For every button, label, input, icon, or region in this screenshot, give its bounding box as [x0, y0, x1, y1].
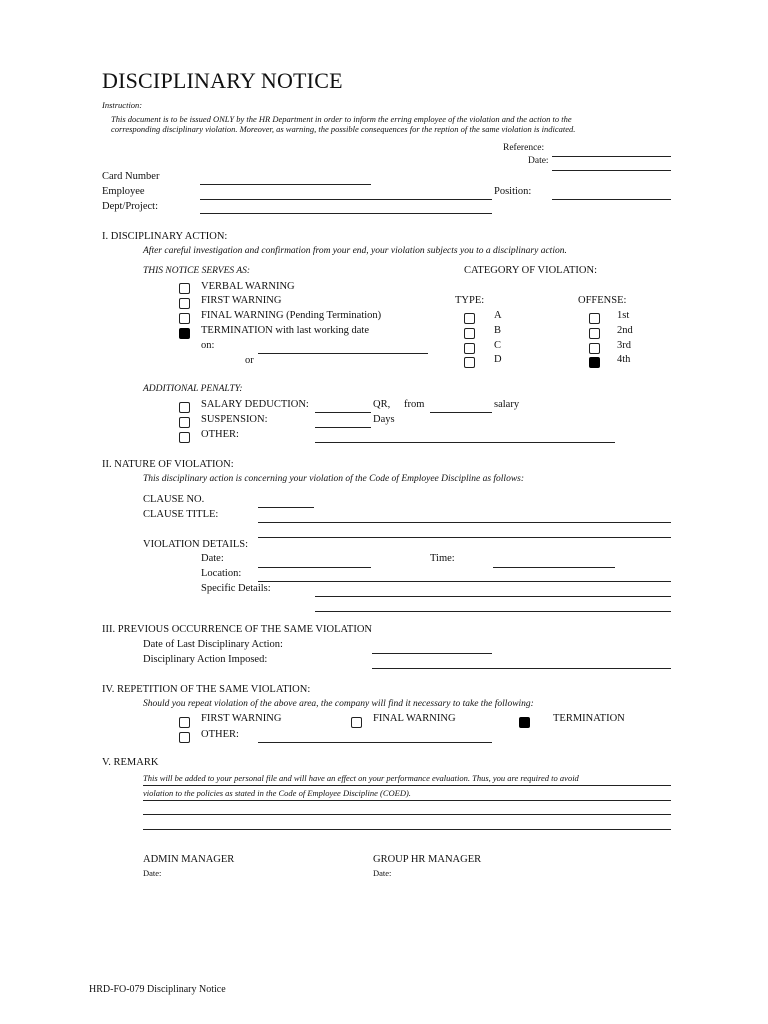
- type-a-checkbox[interactable]: [464, 313, 475, 324]
- offense-label: OFFENSE:: [578, 295, 627, 306]
- specific-details-label: Specific Details:: [201, 583, 271, 594]
- action-imposed-label: Disciplinary Action Imposed:: [143, 654, 268, 665]
- specific-details-field-2[interactable]: [315, 611, 671, 612]
- termination-label: TERMINATION with last working date: [201, 325, 369, 336]
- offense-3rd-checkbox[interactable]: [589, 343, 600, 354]
- repeat-final-warning-label: FINAL WARNING: [373, 713, 456, 724]
- location-field[interactable]: [258, 581, 671, 582]
- type-a-label: A: [494, 310, 502, 321]
- type-d-label: D: [494, 354, 502, 365]
- section2-intro: This disciplinary action is concerning your violation of the Code of Employee Discipline as follows:: [143, 474, 525, 484]
- deduction-from-field[interactable]: [430, 412, 492, 413]
- type-c-checkbox[interactable]: [464, 343, 475, 354]
- type-b-label: B: [494, 325, 502, 336]
- other-penalty-label: OTHER:: [201, 429, 239, 440]
- offense-1st-checkbox[interactable]: [589, 313, 600, 324]
- dept-label: Dept/Project:: [102, 201, 158, 212]
- type-d-checkbox[interactable]: [464, 357, 475, 368]
- offense-4th-checkbox[interactable]: [589, 357, 600, 368]
- instruction-text-line2: corresponding disciplinary violation. Moreover, as warning, the possible consequences for the reption of the same violation is indicated.: [111, 124, 576, 134]
- violation-details-label: VIOLATION DETAILS:: [143, 539, 249, 550]
- location-label: Location:: [201, 568, 242, 579]
- remark-underline-1: [143, 785, 671, 786]
- salary-label: salary: [494, 399, 520, 410]
- offense-2nd-checkbox[interactable]: [589, 328, 600, 339]
- remark-line1: This will be added to your personal file and will have an effect on your performance evaluation. Thus, you are required to avoid: [143, 773, 579, 783]
- repeat-other-field[interactable]: [258, 742, 492, 743]
- clause-no-field[interactable]: [258, 507, 314, 508]
- reference-field[interactable]: [552, 156, 671, 157]
- repeat-termination-checkbox[interactable]: [519, 717, 530, 728]
- position-label: Position:: [494, 186, 532, 197]
- first-warning-checkbox[interactable]: [179, 298, 190, 309]
- dept-field[interactable]: [200, 213, 492, 214]
- first-warning-label: FIRST WARNING: [201, 295, 282, 306]
- other-penalty-field[interactable]: [315, 442, 615, 443]
- suspension-label: SUSPENSION:: [201, 414, 268, 425]
- category-label: CATEGORY OF VIOLATION:: [464, 265, 598, 276]
- offense-3rd-label: 3rd: [617, 340, 631, 351]
- final-warning-label: FINAL WARNING (Pending Termination): [201, 310, 382, 321]
- final-warning-checkbox[interactable]: [179, 313, 190, 324]
- remark-field-2[interactable]: [143, 829, 671, 830]
- clause-title-field-2[interactable]: [258, 537, 671, 538]
- instruction-text-line1: This document is to be issued ONLY by the HR Department in order to inform the erring employee of the violation and the action to the: [111, 114, 572, 124]
- days-label: Days: [373, 414, 395, 425]
- section3-heading: III. PREVIOUS OCCURRENCE OF THE SAME VIOLATION: [102, 624, 372, 635]
- serves-as-label: THIS NOTICE SERVES AS:: [143, 266, 251, 276]
- deduction-amount-field[interactable]: [315, 412, 371, 413]
- admin-manager-date-label: Date:: [143, 868, 162, 878]
- remark-underline-2: [143, 800, 671, 801]
- date-last-action-label: Date of Last Disciplinary Action:: [143, 639, 283, 650]
- admin-manager-label: ADMIN MANAGER: [143, 854, 235, 865]
- type-c-label: C: [494, 340, 502, 351]
- action-imposed-field[interactable]: [372, 668, 671, 669]
- termination-checkbox[interactable]: [179, 328, 190, 339]
- clause-no-label: CLAUSE NO.: [143, 494, 205, 505]
- group-hr-manager-label: GROUP HR MANAGER: [373, 854, 482, 865]
- date-last-action-field[interactable]: [372, 653, 492, 654]
- verbal-warning-checkbox[interactable]: [179, 283, 190, 294]
- clause-title-label: CLAUSE TITLE:: [143, 509, 219, 520]
- violation-date-field[interactable]: [258, 567, 371, 568]
- type-b-checkbox[interactable]: [464, 328, 475, 339]
- form-code: HRD-FO-079 Disciplinary Notice: [89, 984, 226, 995]
- repeat-other-checkbox[interactable]: [179, 732, 190, 743]
- qr-label: QR,: [373, 399, 391, 410]
- reference-label: Reference:: [503, 143, 545, 153]
- salary-deduction-label: SALARY DEDUCTION:: [201, 399, 309, 410]
- violation-date-label: Date:: [201, 553, 224, 564]
- offense-2nd-label: 2nd: [617, 325, 633, 336]
- page-title: DISCIPLINARY NOTICE: [102, 68, 343, 93]
- specific-details-field[interactable]: [315, 596, 671, 597]
- remark-line2: violation to the policies as stated in the Code of Employee Discipline (COED).: [143, 788, 411, 798]
- from-label: from: [404, 399, 425, 410]
- verbal-warning-label: VERBAL WARNING: [201, 281, 295, 292]
- employee-field[interactable]: [200, 199, 492, 200]
- section2-heading: II. NATURE OF VIOLATION:: [102, 459, 234, 470]
- header-date-label: Date:: [528, 156, 549, 166]
- offense-1st-label: 1st: [617, 310, 630, 321]
- instruction-label: Instruction:: [102, 100, 143, 110]
- section1-heading: I. DISCIPLINARY ACTION:: [102, 231, 228, 242]
- other-penalty-checkbox[interactable]: [179, 432, 190, 443]
- violation-time-label: Time:: [430, 553, 455, 564]
- on-label: on:: [201, 340, 215, 351]
- repeat-first-warning-label: FIRST WARNING: [201, 713, 282, 724]
- section5-heading: V. REMARK: [102, 757, 159, 768]
- repeat-first-warning-checkbox[interactable]: [179, 717, 190, 728]
- offense-4th-label: 4th: [617, 354, 631, 365]
- employee-label: Employee: [102, 186, 145, 197]
- repeat-final-warning-checkbox[interactable]: [351, 717, 362, 728]
- position-field[interactable]: [552, 199, 671, 200]
- card-number-field[interactable]: [200, 184, 371, 185]
- repeat-termination-label: TERMINATION: [553, 713, 625, 724]
- clause-title-field[interactable]: [258, 522, 671, 523]
- section1-intro: After careful investigation and confirmation from your end, your violation subjects you to a disciplinary action.: [143, 246, 567, 256]
- suspension-checkbox[interactable]: [179, 417, 190, 428]
- header-date-field[interactable]: [552, 170, 671, 171]
- remark-field-1[interactable]: [143, 814, 671, 815]
- last-working-date-field[interactable]: [258, 353, 428, 354]
- violation-time-field[interactable]: [493, 567, 615, 568]
- section4-intro: Should you repeat violation of the above area, the company will find it necessary to take the following:: [143, 699, 534, 709]
- repeat-other-label: OTHER:: [201, 729, 239, 740]
- suspension-days-field[interactable]: [315, 427, 371, 428]
- section4-heading: IV. REPETITION OF THE SAME VIOLATION:: [102, 684, 311, 695]
- additional-penalty-label: ADDITIONAL PENALTY:: [143, 384, 243, 394]
- type-label: TYPE:: [455, 295, 485, 306]
- salary-deduction-checkbox[interactable]: [179, 402, 190, 413]
- card-number-label: Card Number: [102, 171, 160, 182]
- group-hr-manager-date-label: Date:: [373, 868, 392, 878]
- or-label: or: [245, 355, 254, 366]
